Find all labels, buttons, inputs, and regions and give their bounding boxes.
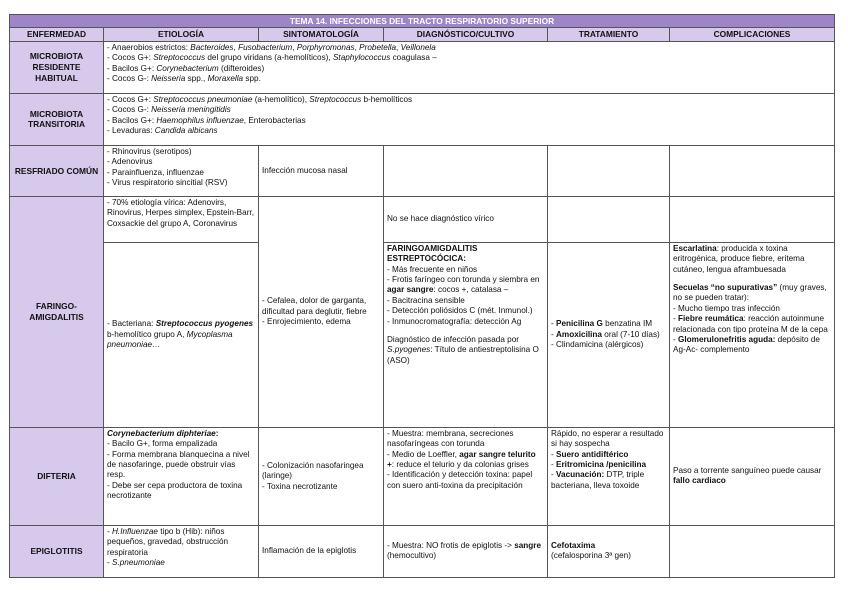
- cell-line: [107, 64, 831, 74]
- text-run: - Cefalea, dolor de garganta, dificultad para deglutir, fiebre: [262, 296, 367, 316]
- text-run: S.pneumoniae: [112, 558, 165, 568]
- text-run: Haemophilus influenzae: [156, 115, 244, 125]
- difteria-tratamiento: [548, 427, 670, 525]
- text-run: Penicilina G: [556, 319, 603, 329]
- text-run: fallo cardiaco: [673, 476, 726, 486]
- text-run: :: [215, 428, 219, 438]
- resfriado-diagnostico: [384, 145, 548, 196]
- text-run: - Cocos G-:: [107, 105, 152, 115]
- faringo-sintomatologia: [259, 196, 384, 427]
- epiglotitis-etiologia: [104, 525, 259, 577]
- text-run: Secuelas “no supurativas”: [673, 283, 778, 293]
- text-run: - Bacitracina sensible: [387, 295, 465, 305]
- text-run: spp.,: [185, 74, 208, 84]
- cell-line: [551, 450, 666, 460]
- col-header-diagnostico: DIAGNÓSTICO/CULTIVO: [384, 28, 548, 41]
- text-run: DTP, triple bacteriana, lleva toxoide: [551, 470, 645, 490]
- cell-line: [673, 244, 831, 275]
- microbiota-transitoria-etiologia: [104, 93, 835, 145]
- difteria-etiologia: [104, 427, 259, 525]
- table-row: [10, 427, 835, 525]
- text-run: No se hace diagnóstico vírico: [387, 214, 494, 224]
- text-run: ,: [233, 42, 239, 52]
- cell-line: [673, 314, 831, 335]
- text-run: - Bacilos G+:: [107, 63, 157, 73]
- text-run: tipo b (Hib): niños pequeños, gravedad, obstrucción respiratoria: [107, 526, 229, 557]
- disease-microbiota-transitoria: MICROBIOTA TRANSITORIA: [10, 93, 104, 145]
- text-run: - Identificación y detección toxina: papel con suero anti-toxina da precipitación: [387, 470, 533, 490]
- cell-line: [387, 429, 544, 450]
- text-run: - Bacteriana:: [107, 319, 156, 329]
- text-run: - Rhinovirus (serotipos): [107, 146, 192, 156]
- epiglotitis-complicaciones: [670, 525, 835, 577]
- text-run: agar sangre telurito +: [387, 449, 536, 470]
- col-header-etiologia: ETIOLOGÍA: [104, 28, 259, 41]
- text-run: (cefalosporina 3ª gen): [551, 551, 631, 561]
- difteria-complicaciones: [670, 427, 835, 525]
- text-run: Amoxicilina: [556, 329, 602, 339]
- resfriado-sintomatologia: [259, 145, 384, 196]
- cell-line: [387, 317, 544, 327]
- text-run: - Enrojecimiento, edema: [262, 317, 351, 327]
- cell-line: [387, 275, 544, 296]
- text-run: -: [551, 460, 557, 470]
- difteria-sintomatologia: [259, 427, 384, 525]
- text-run: Porphyromonas: [296, 42, 355, 52]
- text-run: Escarlatina: [673, 243, 717, 253]
- cell-line: [107, 429, 255, 439]
- cell-line: [387, 335, 544, 366]
- resfriado-complicaciones: [670, 145, 835, 196]
- text-run: b-hemolíticos: [361, 94, 413, 104]
- resfriado-etiologia: [104, 145, 259, 196]
- faringo-diagnostico-viral: [384, 196, 548, 242]
- table-row: [10, 196, 835, 242]
- text-run: - Detección poliósidos C (mét. Inmunol.): [387, 306, 533, 316]
- text-run: Moraxella: [207, 74, 244, 84]
- faringo-complicaciones: [670, 242, 835, 427]
- cell-line: [107, 74, 831, 84]
- cell-line: [551, 340, 666, 350]
- cell-line: [673, 283, 831, 304]
- header-row: [10, 28, 835, 41]
- text-run: - Muestra: NO frotis de epiglotis ->: [387, 540, 515, 550]
- cell-line: [107, 319, 255, 350]
- cell-line: [262, 482, 380, 492]
- text-run: - Inmunocromatografía: detección Ag: [387, 316, 522, 326]
- cell-line: [551, 470, 666, 491]
- text-run: Cefotaxima: [551, 540, 596, 550]
- cell-line: [107, 126, 831, 136]
- col-header-sintomatologia: SINTOMATOLOGÍA: [259, 28, 384, 41]
- epiglotitis-diagnostico: [384, 525, 548, 577]
- cell-line: [107, 116, 831, 126]
- text-run: : reduce el telurio y da colonias grises: [391, 460, 529, 470]
- text-run: : reacción autoinmune relacionada con tipo proteína M de la cepa: [673, 314, 828, 334]
- text-run: (hemocultivo): [387, 551, 437, 561]
- text-run: Candida albicans: [154, 126, 218, 136]
- text-run: Fusobacterium: [238, 42, 293, 52]
- cell-line: [551, 429, 666, 450]
- faringo-tratamiento: [548, 242, 670, 427]
- text-run: - Virus respiratorio sincitial (RSV): [107, 178, 228, 188]
- text-run: : Título de antiestreptolisina O (ASO): [387, 345, 539, 365]
- text-run: - Levaduras:: [107, 126, 155, 136]
- text-run: Infección mucosa nasal: [262, 165, 348, 175]
- cell-line: [551, 330, 666, 340]
- cell-line: [107, 168, 255, 178]
- text-run: (difteroides): [218, 63, 265, 73]
- table-row: [10, 93, 835, 145]
- cell-line: [551, 319, 666, 329]
- cell-line: [387, 265, 544, 275]
- text-run: Neisseria: [151, 74, 186, 84]
- cell-line: [107, 178, 255, 188]
- cell-line: [387, 296, 544, 306]
- faringo-complicaciones-viral: [670, 196, 835, 242]
- text-run: Bacteroides: [190, 42, 234, 52]
- resfriado-tratamiento: [548, 145, 670, 196]
- cell-line: [551, 551, 666, 561]
- cell-line: [387, 327, 544, 335]
- disease-microbiota-residente: MICROBIOTA RESIDENTE HABITUAL: [10, 41, 104, 93]
- cell-line: [673, 466, 831, 487]
- microbiota-residente-etiologia: [104, 41, 835, 93]
- text-run: : producida x toxina eritrogénica, produce fiebre, eritema cutáneo, lengua aframbuesada: [673, 243, 805, 274]
- text-run: ,: [396, 42, 401, 52]
- text-run: Streptococcus: [309, 94, 362, 104]
- text-run: depósito de Ag-Ac- complemento: [673, 335, 820, 355]
- cell-line: [107, 105, 831, 115]
- cell-line: [387, 214, 544, 224]
- cell-line: [107, 450, 255, 481]
- faringo-etiologia-viral: [104, 196, 259, 242]
- cell-line: [107, 157, 255, 167]
- cell-line: [551, 541, 666, 551]
- cell-line: [387, 470, 544, 491]
- text-run: - Clindamicina (alérgicos): [551, 340, 644, 350]
- text-run: Vacunación:: [556, 470, 605, 480]
- text-run: - Bacilo G+, forma empalizada: [107, 439, 218, 449]
- text-run: Diagnóstico de infección pasada por: [387, 335, 519, 345]
- cell-line: [262, 296, 380, 317]
- text-run: spp.: [243, 74, 261, 84]
- cell-line: [107, 53, 831, 63]
- disease-resfriado: RESFRIADO COMÚN: [10, 145, 104, 196]
- text-run: Streptococcus: [153, 53, 206, 63]
- cell-line: [387, 541, 544, 562]
- text-run: -: [551, 319, 557, 329]
- faringo-diagnostico-bacteriano: [384, 242, 548, 427]
- cell-line: [107, 558, 255, 568]
- col-header-complicaciones: COMPLICACIONES: [670, 28, 835, 41]
- text-run: : cocos +, catalasa –: [433, 285, 509, 295]
- text-run: -: [107, 526, 113, 536]
- text-run: - Cocos G+:: [107, 94, 154, 104]
- text-run: -: [673, 314, 679, 324]
- cell-line: [107, 95, 831, 105]
- cell-line: [551, 460, 666, 470]
- text-run: Mycoplasma pneumoniae…: [107, 329, 233, 350]
- text-run: -: [551, 329, 557, 339]
- text-run: Rápido, no esperar a resultado si hay sospecha: [551, 428, 664, 449]
- cell-line: [262, 317, 380, 327]
- cell-line: [673, 304, 831, 314]
- disease-faringoamigdalitis: FARINGO-AMIGDALITIS: [10, 196, 104, 427]
- text-run: Inflamación de la epiglotis: [262, 546, 357, 556]
- text-run: Suero antidiftérico: [556, 449, 629, 459]
- text-run: -: [551, 470, 557, 480]
- col-header-enfermedad: ENFERMEDAD: [10, 28, 104, 41]
- infections-table: [9, 14, 835, 578]
- text-run: - Más frecuente en niños: [387, 264, 478, 274]
- cell-line: [262, 461, 380, 482]
- text-run: - Mucho tiempo tras infección: [673, 303, 780, 313]
- text-run: -: [107, 558, 113, 568]
- table-row: [10, 242, 835, 427]
- text-run: (a-hemolítico),: [252, 94, 310, 104]
- text-run: Paso a torrente sanguíneo puede causar: [673, 465, 822, 475]
- text-run: Eritromicina /penicilina: [556, 460, 647, 470]
- text-run: - Frotis faríngeo con torunda y siembra en: [387, 275, 540, 285]
- cell-line: [107, 439, 255, 449]
- text-run: - Adenovirus: [107, 157, 153, 167]
- cell-line: [673, 335, 831, 356]
- text-run: - Anaerobios estrictos:: [107, 42, 191, 52]
- text-run: del grupo viridans (a-hemolíticos),: [205, 53, 333, 63]
- table-row: [10, 525, 835, 577]
- cell-line: [262, 546, 380, 556]
- text-run: ,: [292, 42, 297, 52]
- text-run: H.Influenzae: [112, 526, 158, 536]
- col-header-tratamiento: TRATAMIENTO: [548, 28, 670, 41]
- text-run: Streptococcus pneumoniae: [153, 94, 253, 104]
- text-run: S.pyogenes: [387, 345, 431, 355]
- text-run: (muy graves, no se pueden tratar):: [673, 283, 827, 303]
- cell-line: [673, 275, 831, 283]
- text-run: coagulasa –: [390, 53, 437, 63]
- text-run: - Bacilos G+:: [107, 115, 157, 125]
- text-run: - Colonización nasofaringea (laringe): [262, 460, 364, 481]
- text-run: - Cocos G+:: [107, 53, 154, 63]
- text-run: Fiebre reumática: [678, 314, 744, 324]
- text-run: -: [551, 449, 557, 459]
- cell-line: [107, 481, 255, 502]
- cell-line: [107, 147, 255, 157]
- text-run: Streptococcus pyogenes: [155, 319, 254, 329]
- text-run: oral (7-10 días): [601, 329, 660, 339]
- faringo-tratamiento-viral: [548, 196, 670, 242]
- text-run: ,: [354, 42, 360, 52]
- cell-line: [387, 450, 544, 471]
- cell-line: [387, 244, 544, 265]
- text-run: - Toxina necrotizante: [262, 481, 338, 491]
- cell-line: [262, 166, 380, 176]
- text-run: - Cocos G-:: [107, 74, 152, 84]
- text-run: , Enterobacterias: [243, 115, 306, 125]
- text-run: Glomerulonefritis aguda:: [678, 335, 776, 345]
- text-run: Corynebacterium: [156, 63, 219, 73]
- cell-line: [107, 198, 255, 229]
- cell-line: [107, 43, 831, 53]
- infections-summary-sheet: [9, 14, 834, 578]
- disease-difteria: DIFTERIA: [10, 427, 104, 525]
- table-row: [10, 41, 835, 93]
- text-run: b-hemolítico grupo A,: [107, 329, 187, 339]
- text-run: benzatina IM: [602, 319, 653, 329]
- epiglotitis-sintomatologia: [259, 525, 384, 577]
- text-run: agar sangre: [387, 285, 434, 295]
- text-run: Staphylococcus: [332, 53, 391, 63]
- text-run: -: [673, 335, 679, 345]
- text-run: Corynebacterium diphteriae: [107, 428, 216, 438]
- text-run: Veillonela: [400, 42, 436, 52]
- text-run: - Debe ser cepa productora de toxina necrotizante: [107, 480, 243, 501]
- text-run: - Forma membrana blanquecina a nivel de nasofaringe, puede obstruir vías resp.: [107, 449, 250, 480]
- difteria-diagnostico: [384, 427, 548, 525]
- table-title: TEMA 14. INFECCIONES DEL TRACTO RESPIRATORIO SUPERIOR: [10, 15, 835, 28]
- text-run: - Parainfluenza, influenzae: [107, 167, 204, 177]
- text-run: sangre: [514, 540, 542, 550]
- text-run: FARINGOAMIGDALITIS ESTREPTOCÓCICA:: [387, 243, 478, 264]
- faringo-etiologia-bacteriana: [104, 242, 259, 427]
- table-row: [10, 145, 835, 196]
- epiglotitis-tratamiento: [548, 525, 670, 577]
- cell-line: [387, 306, 544, 316]
- text-run: - 70% etiología vírica: Adenovirs, Rinovirus, Herpes simplex, Epstein-Barr, Coxsackie del grupo A, Coronavirus: [107, 197, 254, 228]
- text-run: Probetella: [359, 42, 397, 52]
- title-row: [10, 15, 835, 28]
- text-run: - Medio de Loeffler,: [387, 449, 460, 459]
- text-run: - Muestra: membrana, secreciones nasofaríngeas con torunda: [387, 428, 514, 449]
- cell-line: [107, 527, 255, 558]
- text-run: Neisseria meningitidis: [151, 105, 231, 115]
- disease-epiglotitis: EPIGLOTITIS: [10, 525, 104, 577]
